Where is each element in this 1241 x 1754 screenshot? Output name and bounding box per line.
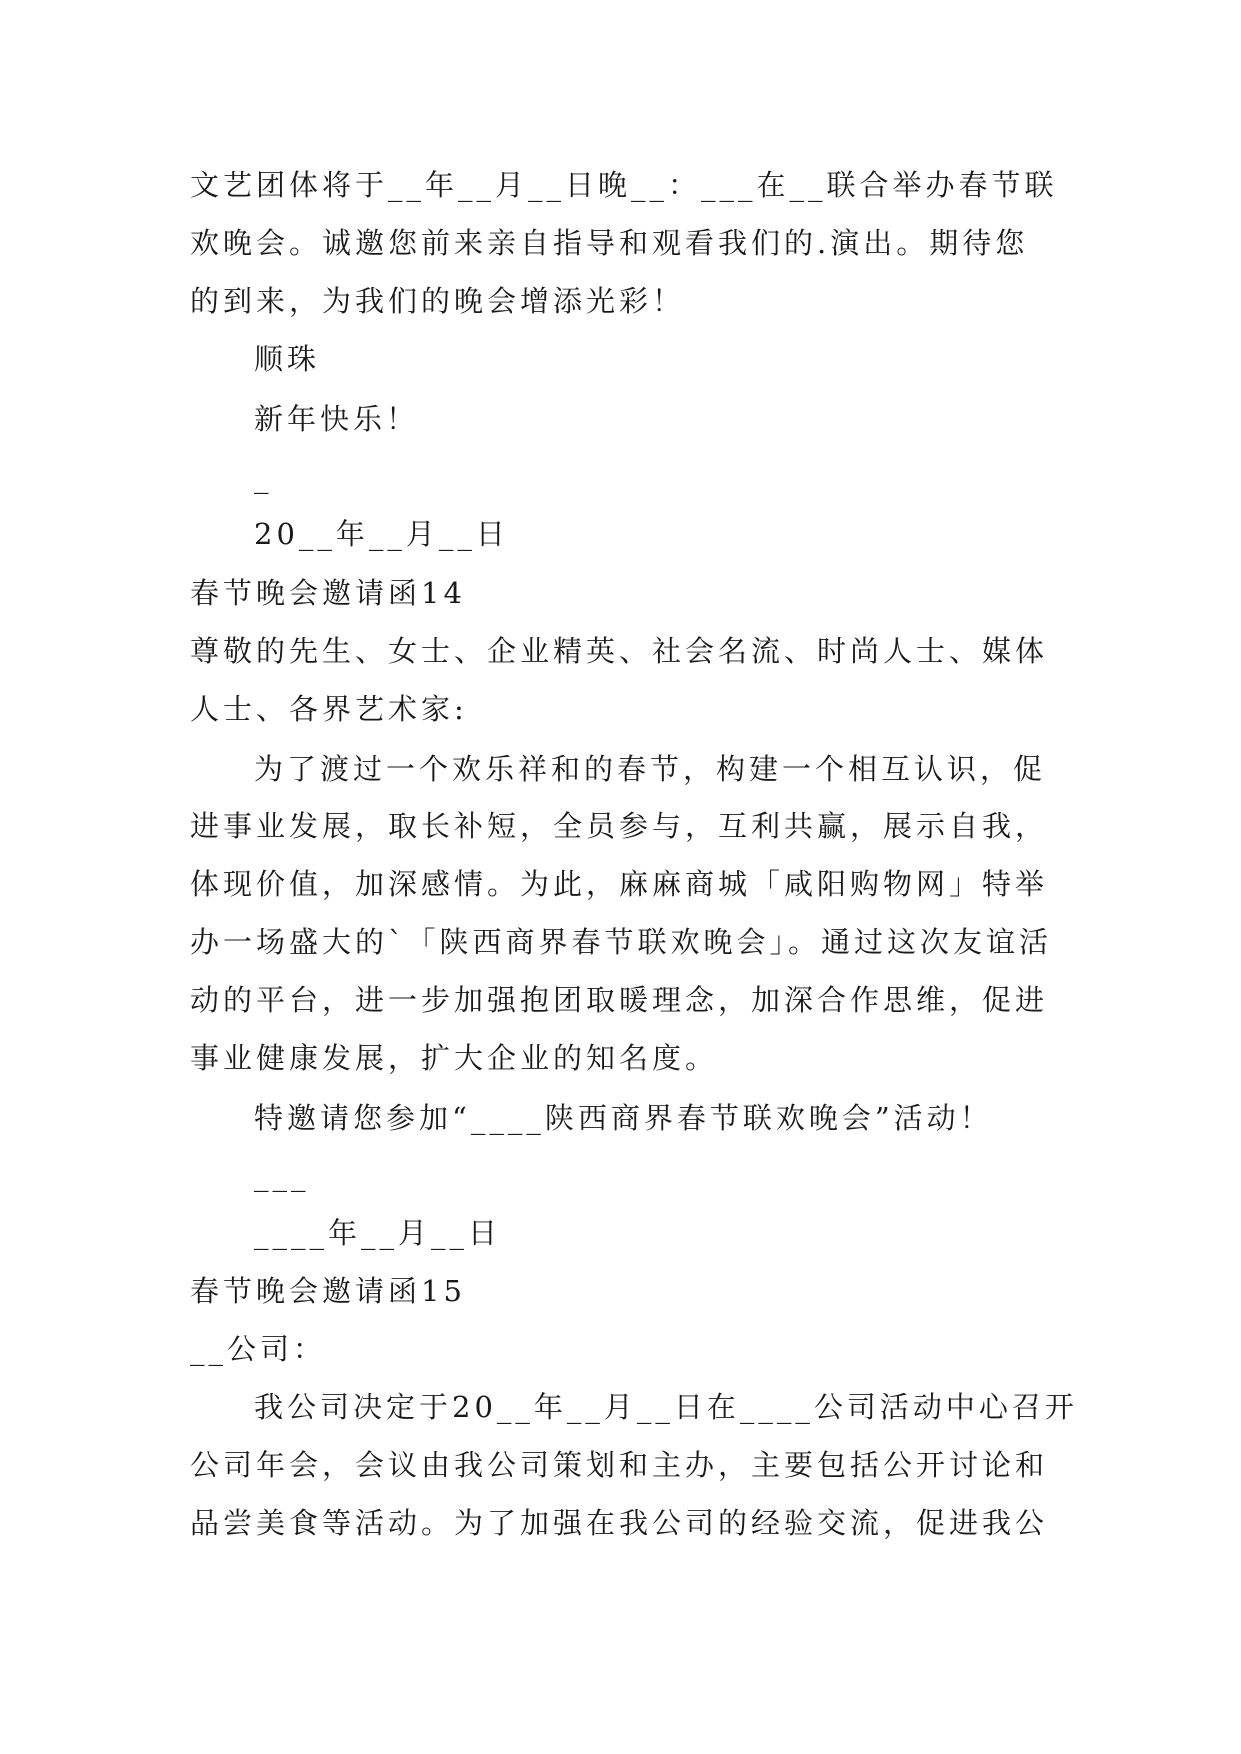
paragraph-line: 我公司决定于20__年__月__日在____公司活动中心召开 xyxy=(254,1390,1078,1424)
salutation-line: 尊敬的先生、女士、企业精英、社会名流、时尚人士、媒体 xyxy=(190,634,1049,668)
paragraph-line: 文艺团体将于__年__月__日晚__：___在__联合举办春节联 xyxy=(190,168,1058,202)
paragraph-line: 欢晚会。诚邀您前来亲自指导和观看我们的.演出。期待您 xyxy=(190,226,1029,260)
paragraph-line: 的到来，为我们的晚会增添光彩！ xyxy=(190,284,686,318)
section-title: 春节晚会邀请函14 xyxy=(190,576,466,610)
invitation-line: 特邀请您参加“____陕西商界春节联欢晚会”活动！ xyxy=(254,1101,993,1135)
salutation-line: __公司： xyxy=(190,1332,327,1366)
date-line: ____年__月__日 xyxy=(254,1216,502,1250)
paragraph-line: 品尝美食等活动。为了加强在我公司的经验交流，促进我公 xyxy=(190,1506,1049,1540)
date-line: 20__年__月__日 xyxy=(254,517,509,551)
paragraph-line: 公司年会，会议由我公司策划和主办，主要包括公开讨论和 xyxy=(190,1448,1049,1482)
paragraph-line: 为了渡过一个欢乐祥和的春节，构建一个相互认识，促 xyxy=(254,752,1047,786)
signature-name: 顺珠 xyxy=(254,342,321,376)
section-title: 春节晚会邀请函15 xyxy=(190,1274,466,1308)
greeting-line: 新年快乐！ xyxy=(254,402,420,436)
paragraph-line: 办一场盛大的`「陕西商界春节联欢晚会」。通过这次友谊活 xyxy=(190,925,1053,959)
paragraph-line: 动的平台，进一步加强抱团取暖理念，加深合作思维，促进 xyxy=(190,983,1049,1017)
salutation-line: 人士、各界艺术家: xyxy=(190,692,468,726)
paragraph-line: 体现价值，加深感情。为此，麻麻商城「咸阳购物网」特举 xyxy=(190,867,1049,901)
blank-line: ___ xyxy=(254,1158,310,1192)
paragraph-line: 进事业发展，取长补短，全员参与，互利共赢，展示自我， xyxy=(190,809,1049,843)
paragraph-line: 事业健康发展，扩大企业的知名度。 xyxy=(190,1041,719,1075)
blank-line: _ xyxy=(254,460,273,494)
